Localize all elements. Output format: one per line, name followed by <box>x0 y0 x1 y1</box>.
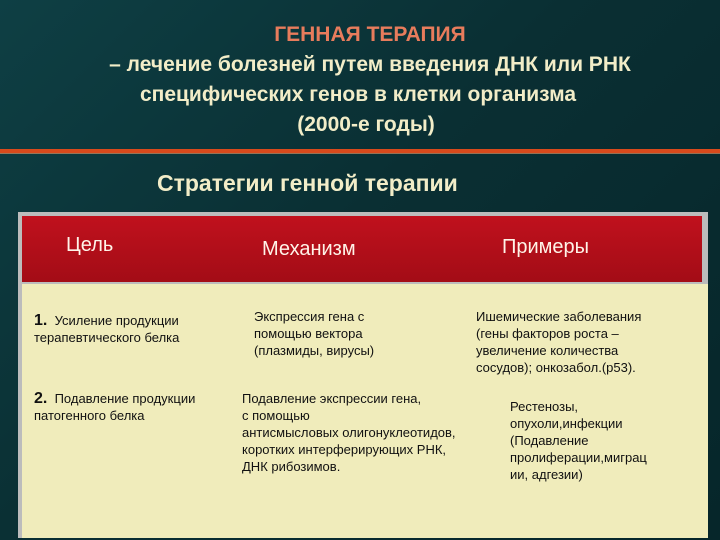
divider-rule-highlight <box>0 153 720 154</box>
row2-examples-line: Рестенозы, <box>510 399 579 414</box>
row2-goal-number: 2. <box>34 390 48 407</box>
title-definition-line1: – лечение болезней путем введения ДНК или РНК <box>109 53 631 76</box>
row2-mechanism-line: антисмысловых олигонуклеотидов, <box>242 425 456 440</box>
row1-mechanism-line: помощью вектора <box>254 326 363 341</box>
row2-mechanism-line: с помощью <box>242 408 310 423</box>
row1-goal-line1 <box>34 312 179 329</box>
row2-mechanism-line: коротких интерферирующих РНК, <box>242 442 447 457</box>
row1-mechanism-line: Экспрессия гена с <box>254 309 365 324</box>
row2-goal-text1: Подавление продукции <box>54 391 196 406</box>
row1-examples-line: Ишемические заболевания <box>476 309 642 324</box>
row2-examples <box>510 398 647 483</box>
header-examples: Примеры <box>502 236 590 258</box>
title-years: (2000-е годы) <box>297 113 435 136</box>
row1-examples-line: увеличение количества <box>476 343 619 358</box>
section-subtitle: Стратегии генной терапии <box>157 170 458 196</box>
row2-examples-line: пролиферации,миграц <box>510 450 647 465</box>
title-block <box>0 20 720 140</box>
row1-examples-line: (гены факторов роста – <box>476 326 619 341</box>
table-body <box>22 284 708 538</box>
row1-mechanism <box>254 308 374 359</box>
header-mechanism: Механизм <box>262 238 356 260</box>
row1-examples <box>476 308 641 376</box>
row1-mechanism-line: (плазмиды, вирусы) <box>254 343 375 358</box>
row2-mechanism-line: Подавление экспрессии гена, <box>242 391 422 406</box>
row1-goal-text1: Усиление продукции <box>54 313 179 328</box>
row2-mechanism <box>242 390 456 475</box>
row2-examples-line: (Подавление <box>510 433 589 448</box>
row1-examples-line: сосудов); онкозабол.(p53). <box>476 360 636 375</box>
row2-goal-line1 <box>34 390 195 407</box>
row2-examples-line: ии, адгезии) <box>510 467 583 482</box>
title-definition-line2: специфических генов в клетки организма <box>139 83 577 106</box>
header-goal: Цель <box>66 234 114 256</box>
row1-goal-line2: терапевтического белка <box>34 330 180 345</box>
table-header <box>22 216 702 282</box>
row1-goal-number: 1. <box>34 312 48 329</box>
row2-examples-line: опухоли,инфекции <box>510 416 623 431</box>
row2-goal-line2: патогенного белка <box>34 408 145 423</box>
row2-goal <box>34 390 195 424</box>
row2-mechanism-line: ДНК рибозимов. <box>242 459 341 474</box>
row1-goal <box>34 312 179 346</box>
page-title: ГЕННАЯ ТЕРАПИЯ <box>274 23 466 46</box>
